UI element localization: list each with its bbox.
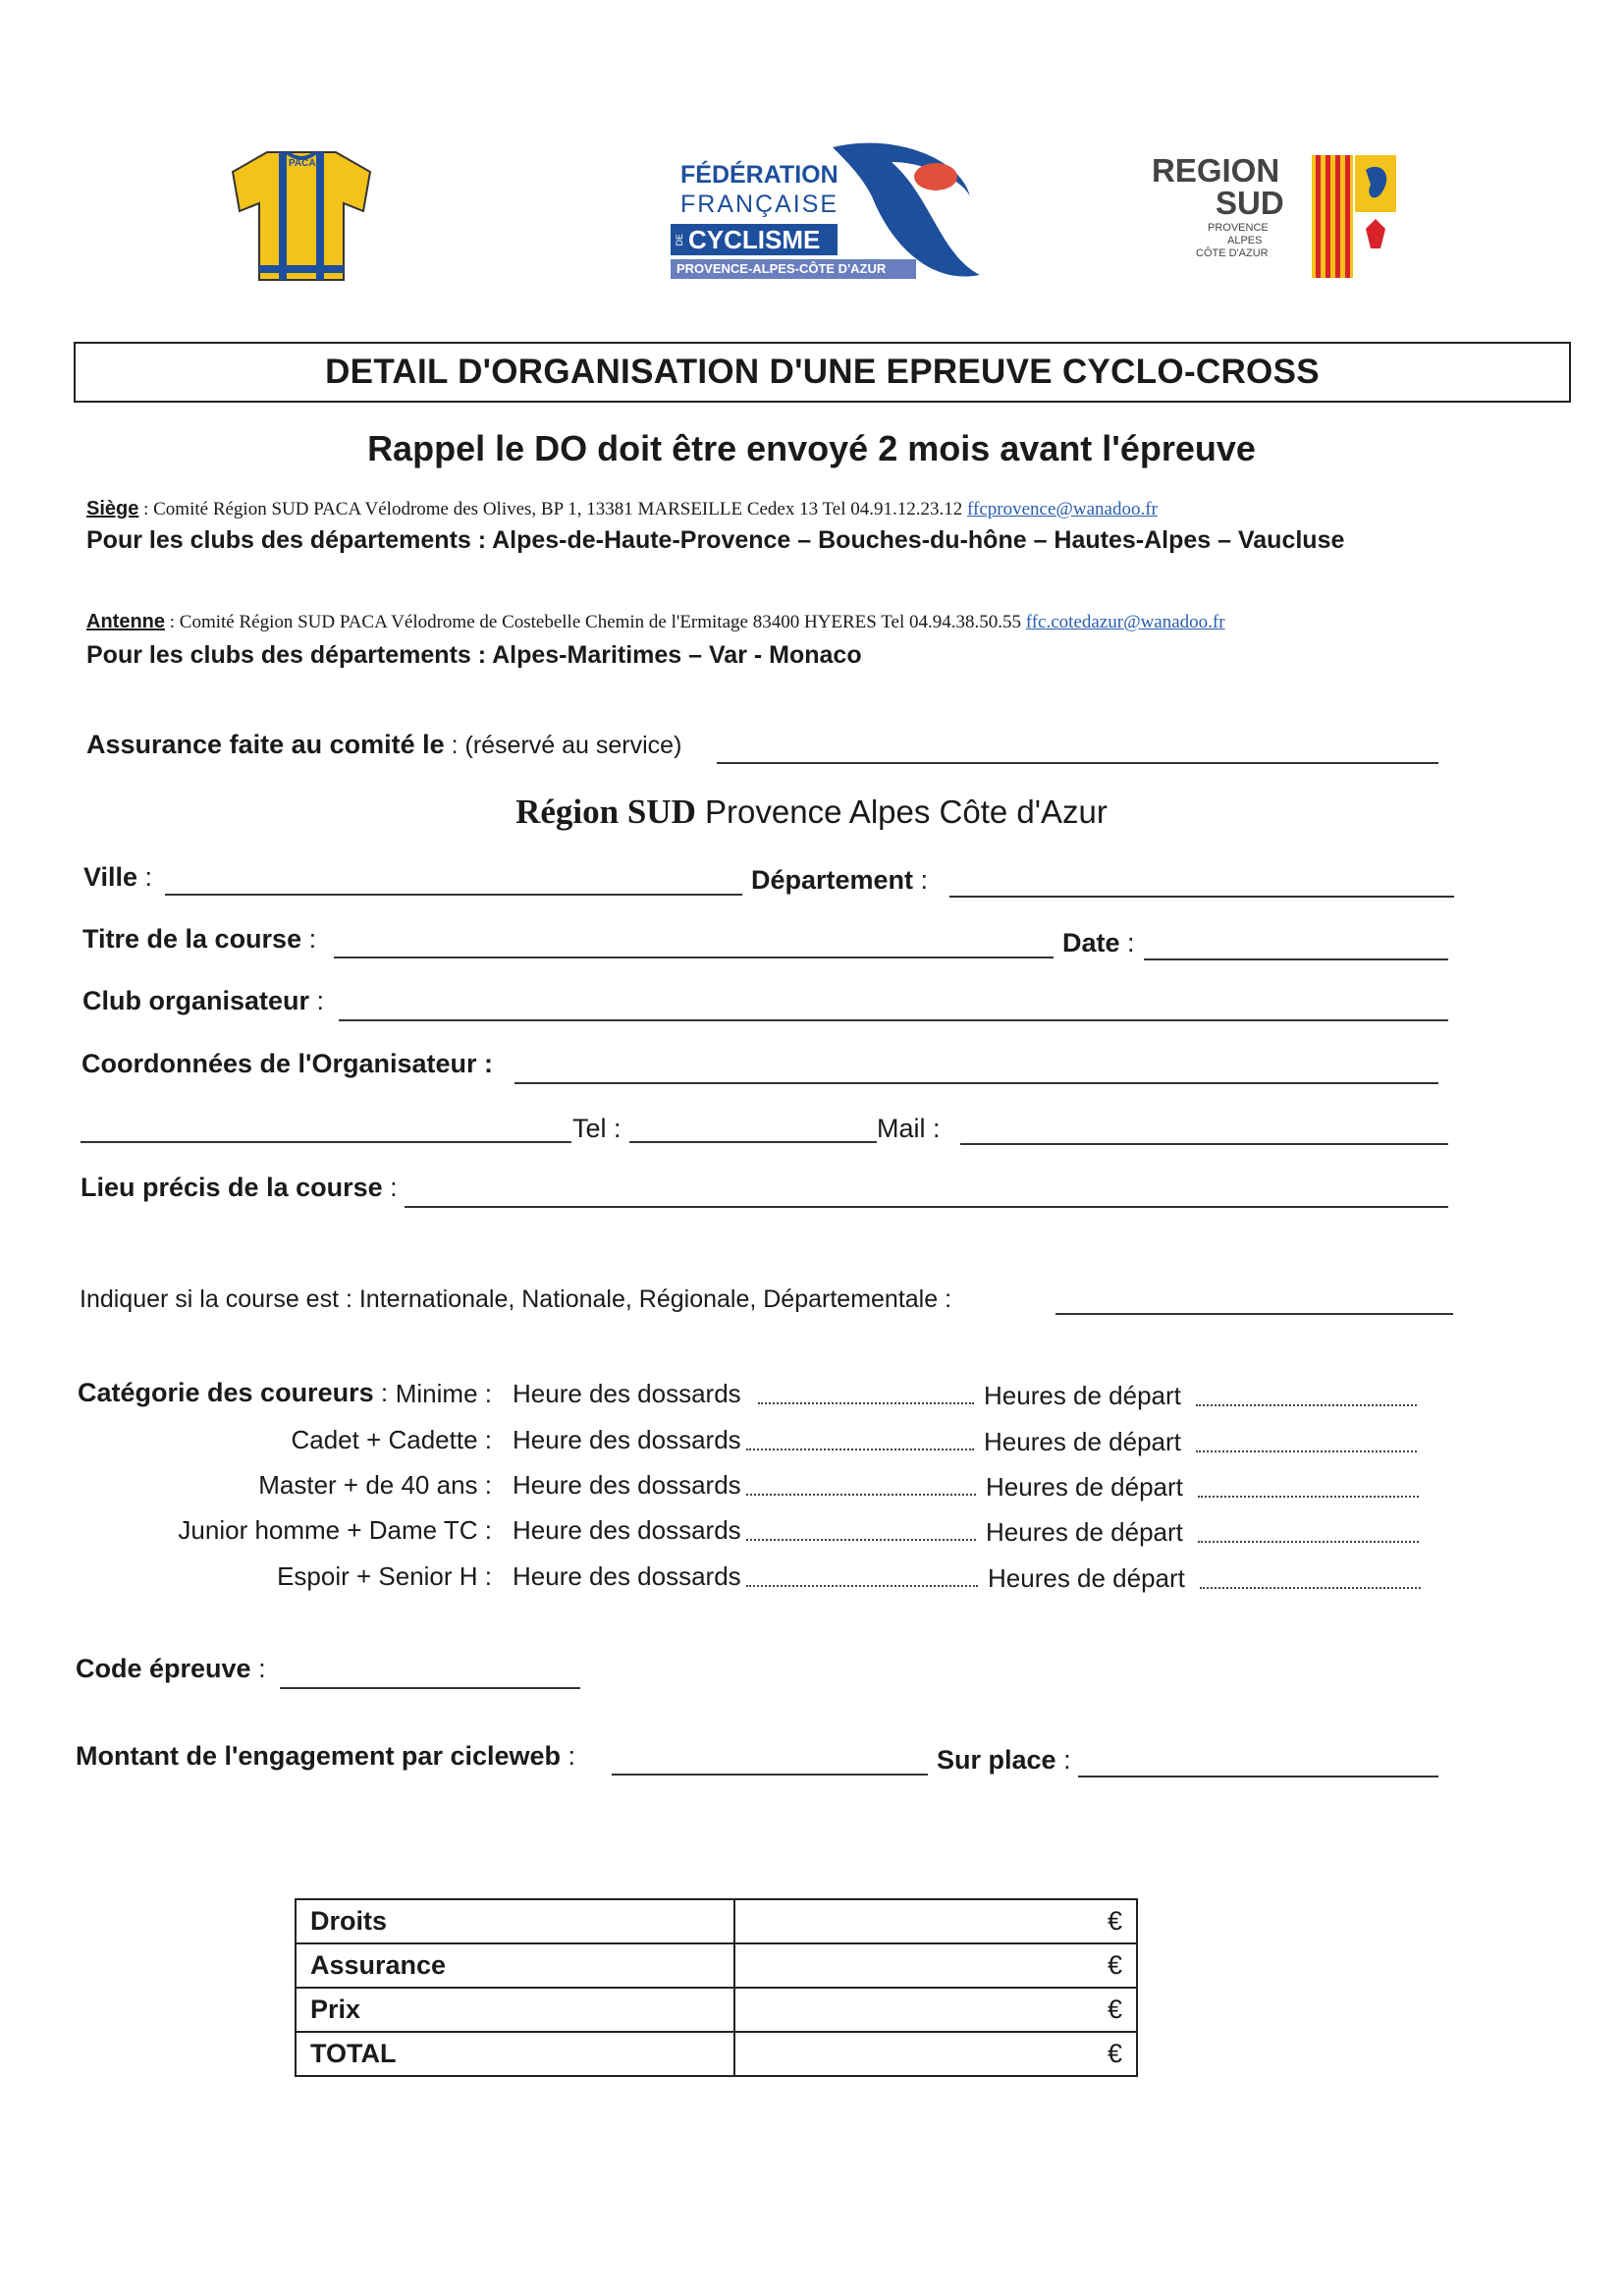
siege-departments: Pour les clubs des départements : Alpes-de-Haute-Provence – Bouches-du-hône – Hautes-Alpes – Vaucluse — [86, 526, 1345, 554]
siege-text: : Comité Région SUD PACA Vélodrome des Olives, BP 1, 13381 MARSEILLE Cedex 13 Tel 04.91.12.23.12 — [138, 499, 968, 519]
form-title-box — [74, 342, 1571, 403]
fee-value-total[interactable]: € — [734, 2032, 1137, 2076]
table-row — [296, 1988, 1137, 2032]
fee-value-prix[interactable]: € — [734, 1988, 1137, 2032]
date-field[interactable] — [1144, 958, 1448, 960]
depart-field[interactable] — [1198, 1541, 1419, 1543]
ffc-band: PROVENCE-ALPES-CÔTE D'AZUR — [671, 259, 916, 279]
category-junior: Junior homme + Dame TC : — [178, 1515, 492, 1545]
coord-field[interactable] — [514, 1082, 1438, 1084]
region-small2: ALPES — [1227, 235, 1263, 246]
antenne-address — [86, 611, 1225, 633]
depart-label: Heures de départ — [984, 1381, 1181, 1410]
departement-field[interactable] — [949, 896, 1454, 898]
ffc-cyclisme-band — [671, 224, 838, 255]
depart-field[interactable] — [1196, 1450, 1417, 1452]
fee-label-droits: Droits — [296, 1899, 734, 1943]
code-label: Code épreuve : — [76, 1654, 266, 1683]
dossards-field[interactable] — [746, 1539, 976, 1541]
mail-label: Mail : — [877, 1114, 941, 1143]
form-subtitle: Rappel le DO doit être envoyé 2 mois avant l'épreuve — [367, 428, 1256, 468]
depart-label: Heures de départ — [984, 1427, 1181, 1456]
dossards-label: Heure des dossards — [513, 1379, 741, 1408]
club-field[interactable] — [339, 1019, 1448, 1021]
titre-field[interactable] — [334, 957, 1054, 958]
depart-field[interactable] — [1200, 1587, 1421, 1589]
antenne-email-link[interactable]: ffc.cotedazur@wanadoo.fr — [1025, 612, 1225, 632]
region-small3: CÔTE D'AZUR — [1196, 247, 1269, 259]
dossards-label: Heure des dossards — [513, 1425, 741, 1454]
antenne-label: Antenne — [86, 611, 165, 632]
ville-label: Ville : — [83, 862, 153, 892]
siege-email-link[interactable]: ffcprovence@wanadoo.fr — [967, 499, 1158, 519]
depart-label: Heures de départ — [986, 1472, 1183, 1502]
fee-label-prix: Prix — [296, 1988, 734, 2032]
fee-value-assurance[interactable]: € — [734, 1943, 1137, 1988]
table-row — [296, 2032, 1137, 2076]
dossards-field[interactable] — [746, 1494, 976, 1496]
montant-field[interactable] — [612, 1774, 928, 1776]
region-title: Région SUD Provence Alpes Côte d'Azur — [515, 793, 1108, 831]
ffc-line2: FRANÇAISE — [680, 191, 839, 218]
depart-field[interactable] — [1198, 1496, 1419, 1498]
coord-extra-field[interactable] — [81, 1141, 571, 1143]
table-row — [296, 1899, 1137, 1943]
region-flag-icon — [1312, 155, 1396, 278]
assurance-label: Assurance faite au comité le : (réservé au service) — [86, 730, 682, 759]
table-row — [296, 1943, 1137, 1988]
fee-label-assurance: Assurance — [296, 1943, 734, 1988]
siege-label: Siège — [86, 498, 139, 519]
form-title: DETAIL D'ORGANISATION D'UNE EPREUVE CYCLO-CROSS — [325, 353, 1320, 391]
ffc-prefix: DE — [675, 233, 684, 246]
dossards-field[interactable] — [746, 1585, 978, 1587]
code-field[interactable] — [280, 1687, 580, 1689]
mail-field[interactable] — [960, 1143, 1448, 1145]
indiquer-field[interactable] — [1055, 1313, 1453, 1315]
fee-label-total: TOTAL — [296, 2032, 734, 2076]
coord-label: Coordonnées de l'Organisateur : — [81, 1049, 493, 1078]
antenne-text: : Comité Région SUD PACA Vélodrome de Costebelle Chemin de l'Ermitage 83400 HYERES Tel 04.94.38.50.55 — [165, 612, 1026, 632]
lieu-field[interactable] — [405, 1206, 1448, 1208]
category-master: Master + de 40 ans : — [258, 1470, 492, 1500]
ffc-logo — [666, 137, 990, 290]
tel-field[interactable] — [629, 1141, 877, 1143]
jersey-logo — [228, 142, 375, 285]
montant-label: Montant de l'engagement par cicleweb : — [76, 1741, 576, 1771]
region-small1: PROVENCE — [1208, 222, 1269, 234]
dossards-label: Heure des dossards — [513, 1561, 741, 1591]
departement-label: Département : — [751, 865, 929, 895]
jersey-text: PACA — [289, 158, 316, 169]
depart-label: Heures de départ — [988, 1563, 1185, 1593]
dossards-label: Heure des dossards — [513, 1515, 741, 1545]
ville-field[interactable] — [165, 894, 742, 896]
siege-address — [86, 498, 1158, 520]
ffc-line3: CYCLISME — [688, 224, 821, 254]
depart-label: Heures de départ — [986, 1517, 1183, 1547]
surplace-label: Sur place : — [937, 1745, 1071, 1775]
region-line2: SUD — [1216, 185, 1284, 221]
lieu-label: Lieu précis de la course : — [81, 1173, 398, 1202]
tel-label: Tel : — [572, 1114, 622, 1143]
category-espoir: Espoir + Senior H : — [277, 1561, 492, 1591]
region-line1: REGION — [1152, 152, 1280, 189]
category-minime: Minime : — [395, 1379, 492, 1408]
depart-field[interactable] — [1196, 1404, 1417, 1406]
antenne-departments: Pour les clubs des départements : Alpes-Maritimes – Var - Monaco — [86, 641, 862, 669]
category-heading: Catégorie des coureurs : — [78, 1378, 389, 1407]
fee-value-droits[interactable]: € — [734, 1899, 1137, 1943]
dossards-field[interactable] — [758, 1402, 974, 1404]
surplace-field[interactable] — [1078, 1776, 1438, 1777]
dossards-label: Heure des dossards — [513, 1470, 741, 1500]
titre-label: Titre de la course : — [82, 924, 317, 954]
assurance-field[interactable] — [717, 762, 1438, 764]
date-label: Date : — [1062, 928, 1135, 957]
ffc-line1: FÉDÉRATION — [680, 161, 839, 189]
region-sud-logo — [1147, 147, 1397, 280]
category-cadet: Cadet + Cadette : — [291, 1425, 492, 1454]
club-label: Club organisateur : — [82, 986, 325, 1015]
indiquer-label: Indiquer si la course est : Internationale, Nationale, Régionale, Départementale : — [80, 1285, 952, 1313]
fees-table — [295, 1898, 1138, 2077]
dossards-field[interactable] — [746, 1449, 974, 1450]
